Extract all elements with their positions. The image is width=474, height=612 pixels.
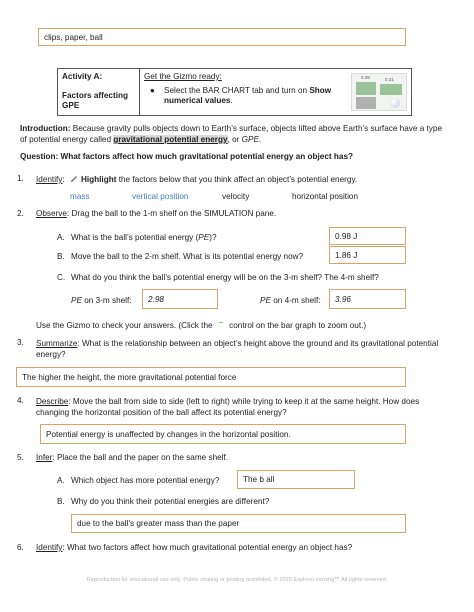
q2b-letter: B. [57, 252, 65, 261]
factor-vertical-position[interactable]: vertical position [132, 192, 189, 201]
q5b-answer-field[interactable]: due to the ball's greater mass than the paper [71, 514, 406, 533]
q2c-letter: C. [57, 273, 66, 282]
q1-prompt: Identify: Highlight the factors below that you think affect an object’s potential energy. [36, 175, 358, 184]
q2b-answer-field[interactable]: 1.86 J [329, 246, 406, 264]
q2-number: 2. [17, 209, 24, 218]
q2a-answer-field[interactable]: 0.98 J [329, 227, 406, 245]
activity-table [57, 68, 412, 116]
q2-prompt: Observe: Drag the ball to the 1-m shelf on the SIMULATION pane. [36, 209, 277, 218]
thumb-value-left: 0.39 [361, 75, 370, 80]
q3-number: 3. [17, 338, 24, 347]
ball-icon [390, 98, 400, 108]
q3-prompt: Summarize: What is the relationship between an object’s height above the ground and its gravitational potential energy? [36, 339, 439, 359]
factor-horizontal-position[interactable]: horizontal position [292, 192, 358, 201]
q4-prompt: Describe: Move the ball from side to side (left to right) while trying to keep it at the same height. How does changing the horizontal position of the ball affect its potential energy? [36, 397, 420, 417]
gizmo-check-instruction: Use the Gizmo to check your answers. (Click the – control on the bar graph to zoom out.) [36, 318, 367, 330]
q4-number: 4. [17, 396, 24, 405]
pe-3m-label: PE on 3-m shelf: [71, 296, 132, 305]
q4-answer-field[interactable]: Potential energy is unaffected by changes in the horizontal position. [40, 424, 406, 444]
thumb-bar-left [356, 82, 376, 95]
top-answer-field[interactable] [38, 28, 406, 46]
thumb-value-right: 0.31 [385, 77, 394, 82]
zoom-out-icon: – [218, 318, 224, 327]
q2b-prompt: Move the ball to the 2-m shelf. What is its potential energy now? [71, 252, 304, 261]
q5b-prompt: Why do you think their potential energies are different? [71, 497, 270, 506]
gpe-term: gravitational potential energy [113, 135, 228, 144]
q3-answer-field[interactable]: The higher the height, the more gravitational potential force [16, 367, 406, 387]
q5a-answer-field[interactable]: The b all [237, 470, 355, 489]
gizmo-thumbnail [351, 73, 407, 111]
introduction-paragraph: Introduction: Because gravity pulls objects down to Earth’s surface, objects lifted above Earth’s surface have a type of potential energy called gravitational potential energy, or GPE. [20, 124, 443, 144]
q5a-prompt: Which object has more potential energy? [71, 476, 220, 485]
bullet-bold-text: Show numerical values [164, 86, 332, 105]
bullet-text: Select the BAR CHART tab and turn on [164, 86, 310, 95]
pe-3m-answer-field[interactable]: 2.98 [142, 289, 218, 309]
activity-label-cell [58, 69, 140, 116]
q5a-letter: A. [57, 476, 65, 485]
q5b-letter: B. [57, 497, 65, 506]
thumb-bar-right [380, 84, 402, 95]
thumb-gray-block [356, 97, 376, 109]
q2a-letter: A. [57, 233, 65, 242]
setup-bullet: ● Select the BAR CHART tab and turn on Show numerical values. [150, 86, 332, 105]
q2c-prompt: What do you think the ball’s potential energy will be on the 3-m shelf? The 4-m shelf? [71, 273, 379, 282]
q6-prompt: Identify: What two factors affect how much gravitational potential energy an object has? [36, 543, 353, 552]
copyright-footer: Reproduction for educational use only. Public sharing or posting prohibited. © 2020 ExploreLearning™ All rights reserved. [86, 577, 388, 583]
question-heading: Question: What factors affect how much gravitational potential energy an object has? [20, 152, 354, 161]
activity-setup-cell [140, 69, 412, 116]
factor-velocity[interactable]: velocity [222, 192, 250, 201]
q2a-prompt: What is the ball’s potential energy (PE)? [71, 233, 217, 242]
activity-label: Activity A: [62, 72, 103, 81]
pe-4m-label: PE on 4-m shelf: [260, 296, 321, 305]
activity-title: Factors affecting GPE [62, 91, 128, 110]
top-answer-text: clips, paper, ball [44, 32, 103, 42]
pe-4m-answer-field[interactable]: 3.96 [329, 289, 406, 309]
q5-prompt: Infer: Place the ball and the paper on the same shelf. [36, 453, 229, 462]
q1-number: 1. [17, 174, 24, 183]
factor-mass[interactable]: mass [70, 192, 90, 201]
bullet-dot-icon: ● [150, 86, 155, 95]
gizmo-ready-heading: Get the Gizmo ready: [144, 72, 222, 81]
highlighter-icon [70, 175, 78, 183]
q6-number: 6. [17, 543, 24, 552]
q5-number: 5. [17, 453, 24, 462]
